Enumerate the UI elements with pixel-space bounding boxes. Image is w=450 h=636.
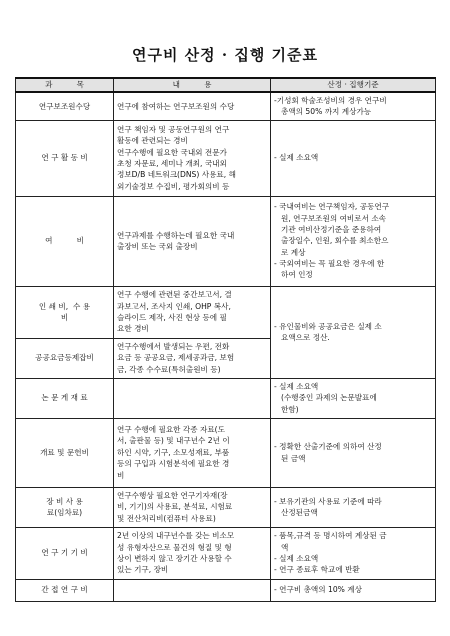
content-line: 비	[117, 470, 125, 480]
row-criteria	[271, 120, 436, 196]
page-title: 연구비 산정 · 집행 기준표	[131, 46, 318, 64]
row-criteria	[271, 92, 436, 120]
criteria-line: - 유인물비와 공공요금은 실제 소	[274, 321, 382, 331]
row-content	[114, 527, 271, 579]
category-line: 장 비 사 용	[46, 496, 83, 506]
row-content	[114, 196, 271, 286]
table-row	[16, 527, 436, 579]
criteria-line: 로 계상	[281, 247, 306, 257]
content-line: 있는 기구, 장비	[117, 565, 169, 575]
row-content	[114, 286, 271, 338]
criteria-line: 총액의 50% 까지 계상가능	[281, 107, 372, 117]
criteria-line: 된 금액	[281, 453, 306, 463]
criteria-line: -기성회 학술조성비의 경우 연구비	[274, 95, 387, 105]
criteria-line: 요액으로 정산.	[281, 333, 330, 342]
content-line: 및 전산처리비(컴퓨터 사용료)	[117, 513, 216, 523]
header-content: 내 용	[114, 78, 271, 92]
header-criteria: 산정 · 집행기준	[271, 78, 436, 92]
criteria-line: - 국내여비는 연구책임자, 공동연구	[274, 202, 390, 212]
row-category	[16, 286, 114, 338]
category-line: 공공요금등제잡비	[35, 353, 94, 363]
content-line: 연구수행에서 발생되는 우편, 전화	[117, 341, 230, 351]
header-category: 과 목	[16, 78, 114, 92]
row-category	[16, 196, 114, 286]
criteria-line: 출장일수, 인원, 회수를 최소한으	[281, 236, 389, 246]
row-content	[114, 487, 271, 527]
content-line: 서, 출판물 등) 및 내구년수 2년 이	[117, 436, 230, 446]
content-line: 2년 이상의 내구년수를 갖는 비소모	[117, 531, 235, 541]
row-category	[16, 338, 114, 378]
content-line: 과보고서, 조사지 인쇄, OHP 복사,	[117, 301, 231, 311]
content-line: 성 유형자산으로 물건의 형질 및 형	[117, 542, 232, 552]
content-line: 연구 수행에 관련된 중간보고서, 결	[117, 290, 232, 300]
row-criteria	[271, 579, 436, 601]
table-row	[16, 196, 436, 286]
table-row	[16, 487, 436, 527]
row-category	[16, 487, 114, 527]
row-content	[114, 378, 271, 418]
row-content	[114, 579, 271, 601]
table-header-row	[16, 78, 436, 92]
row-content	[114, 92, 271, 120]
criteria-line: 기관 여비산정기준을 준용하여	[281, 224, 382, 234]
criteria-line: (수행중인 과제의 논문발표에	[281, 393, 377, 403]
row-content	[114, 120, 271, 196]
table-row	[16, 418, 436, 487]
table-row	[16, 120, 436, 196]
content-line: 외기술정보 수집비, 평가회의비 등	[117, 181, 230, 191]
criteria-line: 액	[281, 542, 289, 552]
criteria-line: - 연구비 총액의 10% 계상	[274, 585, 362, 595]
category-line: 개료 및 문헌비	[40, 447, 89, 457]
category-line: 비	[60, 313, 69, 322]
row-criteria	[271, 196, 436, 286]
category-line: 연구보조원수당	[38, 101, 91, 111]
row-criteria	[271, 418, 436, 487]
content-line: 활동에 관련되는 경비	[117, 136, 188, 146]
row-criteria	[271, 527, 436, 579]
row-content	[114, 418, 271, 487]
criteria-line: - 실제 소요액	[274, 153, 319, 163]
category-line: 연 구 활 동 비	[41, 153, 88, 163]
content-line: 연구수행상 필요한 연구기자재(장	[117, 490, 228, 500]
content-line: 출장비 또는 국외 출장비	[117, 242, 198, 251]
criteria-line: - 연구 종료후 학교에 반환	[274, 565, 360, 575]
criteria-line: 원, 연구보조원의 여비로서 소속	[281, 213, 387, 223]
row-criteria	[271, 378, 436, 418]
criteria-line: 하여 인정	[281, 270, 313, 280]
criteria-line: 한함)	[281, 404, 299, 414]
content-line: 연구 수행에 필요한 각종 자료(도	[117, 425, 225, 435]
content-line: 등의 구입과 시험분석에 필요한 경	[117, 459, 230, 469]
criteria-line: - 실제 소요액	[274, 554, 319, 563]
criteria-line: - 국외여비는 꼭 필요한 경우에 한	[274, 259, 385, 269]
criteria-line: - 정확한 산출기준에 의하여 산정	[274, 442, 382, 452]
row-criteria	[271, 487, 436, 527]
category-line: 인 쇄 비, 수 용	[38, 301, 91, 311]
row-category	[16, 418, 114, 487]
table-row	[16, 92, 436, 120]
category-line: 료(임차료)	[46, 508, 83, 517]
content-line: 금, 각종 수수료(특허출원비 등)	[117, 364, 221, 374]
content-line: 정보D/B 네트워크(DNS) 사용료, 해	[117, 170, 236, 180]
row-category	[16, 92, 114, 120]
row-criteria	[271, 286, 436, 378]
row-category	[16, 527, 114, 579]
content-line: 초청 자문료, 세미나 개최, 국내외	[117, 159, 227, 168]
table-row	[16, 378, 436, 418]
criteria-line: - 보유기관의 사용료 기준에 따라	[274, 496, 382, 506]
row-category	[16, 120, 114, 196]
content-line: 연구에 참여하는 연구보조원의 수당	[117, 101, 235, 111]
content-line: 상이 변하지 않고 장기간 사용할 수	[117, 554, 232, 563]
row-category	[16, 579, 114, 601]
criteria-line: - 실제 소요액	[274, 381, 319, 391]
criteria-line: - 품목,규격 등 명시하여 계상된 금	[274, 531, 387, 541]
criteria-line: 산정된금액	[281, 508, 318, 517]
row-content	[114, 338, 271, 378]
table-row	[16, 579, 436, 601]
content-line: 연구수행에 필요한 국내외 전문가	[117, 147, 227, 157]
content-line: 하인 시약, 기구, 소모성재료, 부품	[117, 447, 230, 457]
category-line: 간 접 연 구 비	[41, 585, 88, 595]
category-line: 논 문 게 재 료	[41, 393, 88, 403]
content-line: 요한 경비	[117, 324, 149, 334]
content-line: 연구과제를 수행하는데 필요한 국내	[117, 230, 235, 240]
content-line: 슬라이드 제작, 사진 현상 등에 필	[117, 313, 227, 322]
row-category	[16, 378, 114, 418]
content-line: 연구 책임자 및 공동연구원의 연구	[117, 124, 230, 134]
category-line: 여 비	[45, 236, 84, 246]
content-line: 비, 기기)의 사용료, 분석료, 시험료	[117, 502, 233, 512]
category-line: 연 구 기 기 비	[41, 548, 88, 558]
budget-criteria-table	[15, 77, 436, 602]
table-row	[16, 286, 436, 338]
content-line: 요금 등 공공요금, 제세공과금, 보험	[117, 353, 235, 363]
